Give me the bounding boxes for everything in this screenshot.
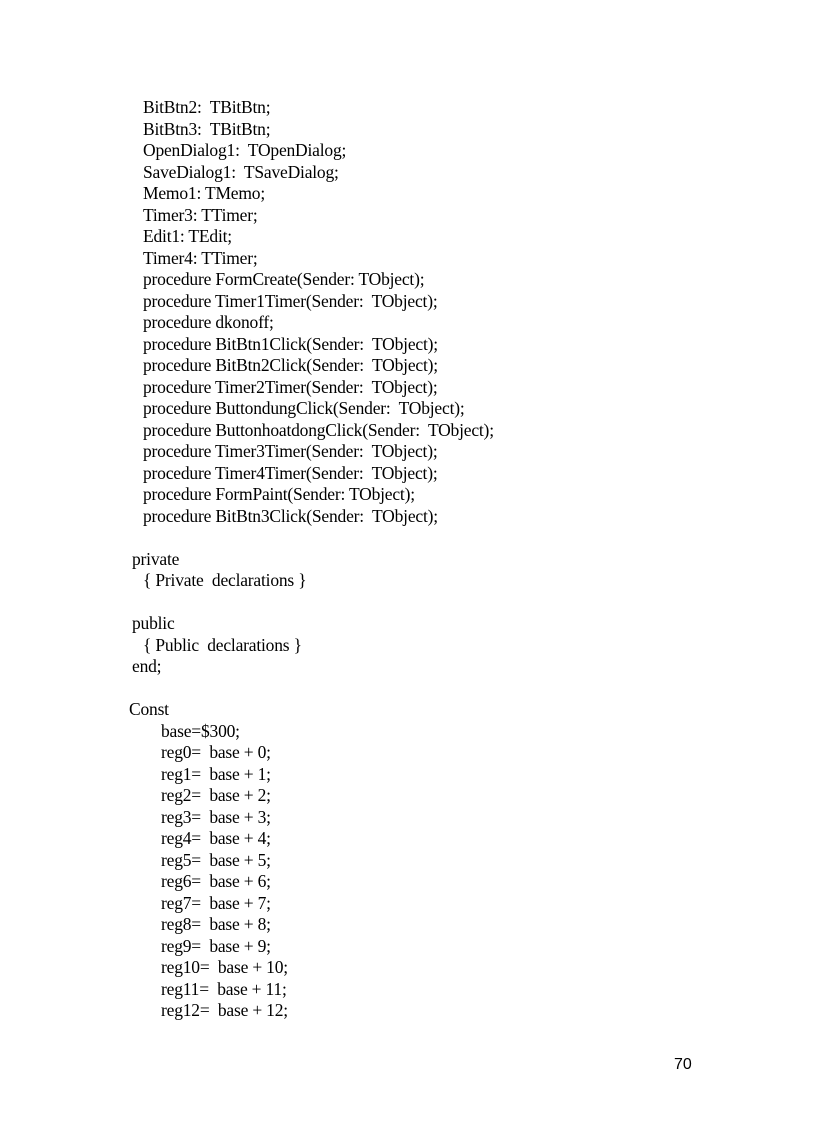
code-line-constant: reg3= base + 3; [161, 806, 271, 827]
code-line-procedure: procedure BitBtn2Click(Sender: TObject); [143, 355, 438, 375]
code-line-field: SaveDialog1: TSaveDialog; [143, 161, 339, 182]
code-line-constant: reg8= base + 8; [161, 914, 271, 934]
code-line-constant: base=$300; [161, 720, 240, 741]
public-comment: { Public declarations } [143, 634, 302, 655]
code-line-constant: reg0= base + 0; [161, 742, 271, 762]
public-keyword: public [132, 613, 175, 633]
code-line-procedure: procedure FormCreate(Sender: TObject); [143, 269, 425, 289]
code-line-constant: reg9= base + 9; [161, 935, 271, 956]
end-keyword: end; [132, 656, 162, 676]
blank-line [0, 527, 816, 549]
code-line-field: Timer3: TTimer; [143, 204, 258, 225]
code-line-field: Memo1: TMemo; [143, 183, 266, 203]
private-comment: { Private declarations } [143, 570, 307, 590]
code-line-field: BitBtn3: TBitBtn; [143, 118, 271, 139]
code-line-constant: reg11= base + 11; [161, 978, 287, 999]
const-keyword: Const [129, 699, 169, 719]
code-line-constant: reg7= base + 7; [161, 892, 271, 913]
code-line-constant: reg6= base + 6; [161, 871, 271, 891]
code-line-field: BitBtn2: TBitBtn; [143, 97, 271, 117]
code-line-constant: reg10= base + 10; [161, 957, 288, 977]
code-line-procedure: procedure Timer3Timer(Sender: TObject); [143, 441, 438, 461]
code-line-constant: reg2= base + 2; [161, 785, 271, 805]
code-line-procedure: procedure Timer4Timer(Sender: TObject); [143, 462, 438, 483]
code-line-constant: reg12= base + 12; [161, 1000, 288, 1020]
code-line-field: Edit1: TEdit; [143, 226, 232, 246]
private-keyword: private [132, 548, 180, 569]
code-line-procedure: procedure Timer1Timer(Sender: TObject); [143, 290, 438, 311]
blank-line [0, 592, 816, 614]
blank-line [0, 678, 816, 700]
code-line-procedure: procedure FormPaint(Sender: TObject); [143, 484, 415, 504]
code-line-field: Timer4: TTimer; [143, 247, 258, 268]
code-line-field: OpenDialog1: TOpenDialog; [143, 140, 347, 160]
code-line-procedure: procedure BitBtn3Click(Sender: TObject); [143, 505, 438, 526]
code-line-procedure: procedure Timer2Timer(Sender: TObject); [143, 376, 438, 397]
code-line-procedure: procedure ButtonhoatdongClick(Sender: TObject); [143, 419, 494, 440]
code-listing [0, 97, 816, 1022]
page-number: 70 [674, 1056, 692, 1073]
code-line-constant: reg1= base + 1; [161, 763, 271, 784]
code-line-procedure: procedure dkonoff; [143, 312, 274, 332]
code-line-procedure: procedure BitBtn1Click(Sender: TObject); [143, 333, 438, 354]
code-line-procedure: procedure ButtondungClick(Sender: TObject); [143, 398, 465, 418]
code-line-constant: reg5= base + 5; [161, 849, 271, 870]
code-line-constant: reg4= base + 4; [161, 828, 271, 848]
